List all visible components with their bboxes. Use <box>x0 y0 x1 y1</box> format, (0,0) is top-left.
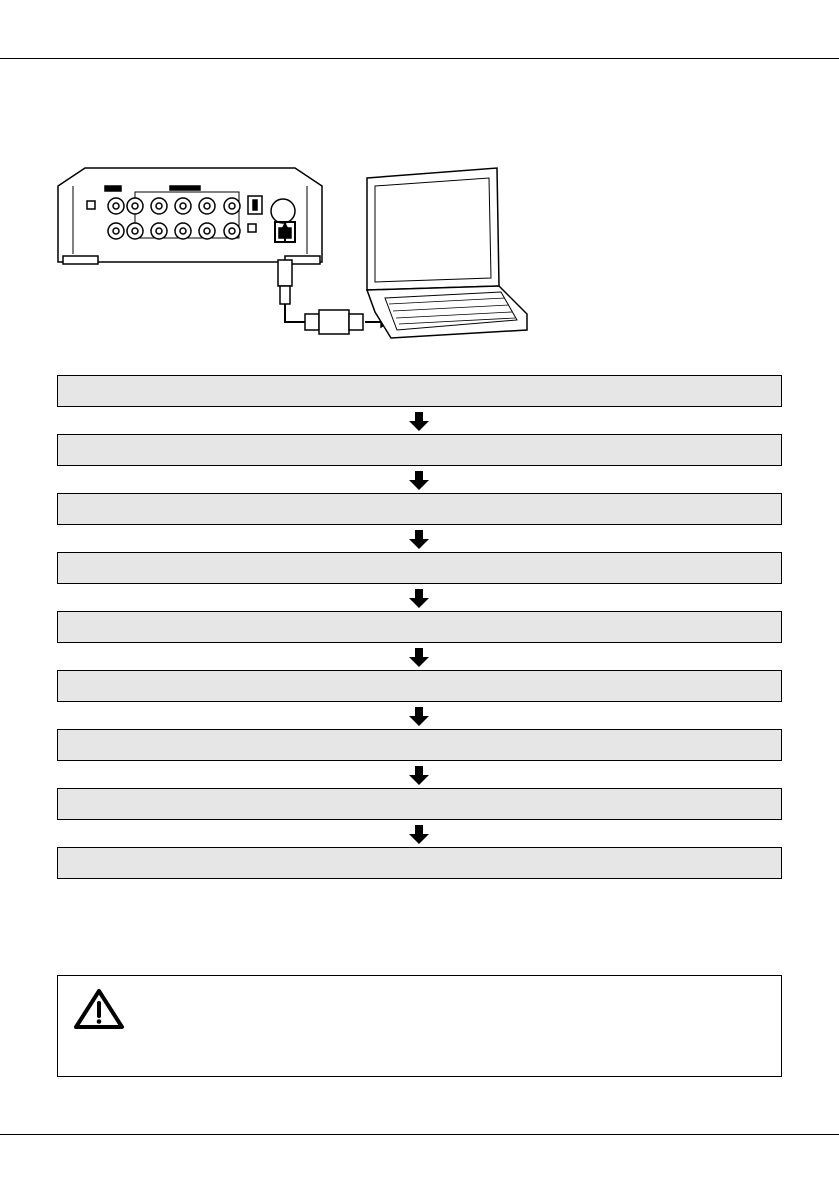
step-arrow <box>57 584 782 611</box>
step-arrow <box>57 761 782 788</box>
down-arrow-icon <box>409 766 429 785</box>
procedure-steps <box>57 375 782 879</box>
step-arrow <box>57 702 782 729</box>
footer-rule <box>0 1134 839 1135</box>
down-arrow-icon <box>409 648 429 667</box>
step-arrow <box>57 525 782 552</box>
step-box <box>57 788 782 820</box>
connection-diagram <box>55 164 530 344</box>
laptop <box>367 168 527 338</box>
warning-triangle-icon <box>73 988 125 1030</box>
down-arrow-icon <box>409 412 429 431</box>
step-arrow <box>57 820 782 847</box>
down-arrow-icon <box>409 589 429 608</box>
step-box <box>57 493 782 525</box>
step-box <box>57 552 782 584</box>
step-box <box>57 375 782 407</box>
down-arrow-icon <box>409 825 429 844</box>
step-arrow <box>57 466 782 493</box>
step-box <box>57 611 782 643</box>
device-rear-panel <box>58 168 322 264</box>
warning-box <box>57 975 782 1077</box>
header-rule <box>0 58 839 59</box>
step-box <box>57 729 782 761</box>
step-arrow <box>57 407 782 434</box>
step-box <box>57 670 782 702</box>
step-box <box>57 434 782 466</box>
down-arrow-icon <box>409 471 429 490</box>
down-arrow-icon <box>409 530 429 549</box>
down-arrow-icon <box>409 707 429 726</box>
step-box <box>57 847 782 879</box>
step-arrow <box>57 643 782 670</box>
